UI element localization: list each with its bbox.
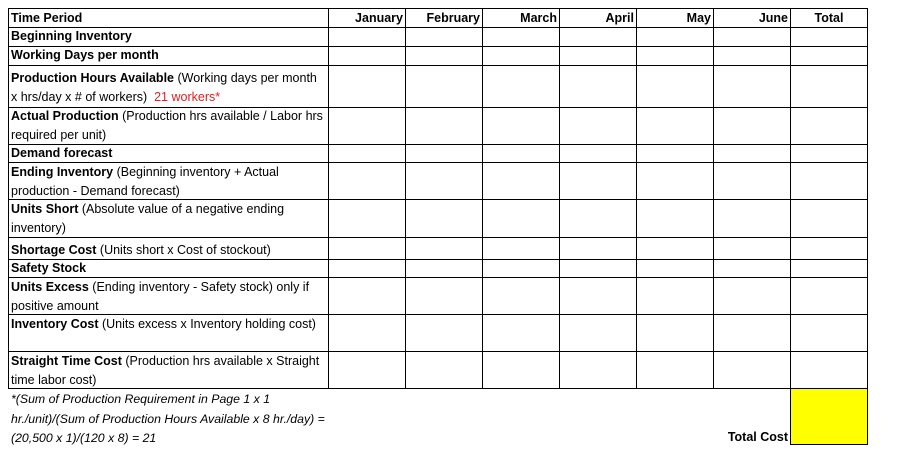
header-total: Total xyxy=(814,11,844,25)
header-march: March xyxy=(520,11,557,25)
row-label-straight-time-cost: Straight Time Cost (Production hrs available x Straight time labor cost) xyxy=(11,354,320,387)
header-april: April xyxy=(605,11,634,25)
grid-hline xyxy=(9,351,868,352)
grid-hline xyxy=(9,388,868,389)
row-label-shortage-cost: Shortage Cost (Units short x Cost of stockout) xyxy=(11,243,271,257)
grid-hline xyxy=(9,144,868,145)
grid-vline xyxy=(867,388,868,445)
row-label-beginning-inventory: Beginning Inventory xyxy=(11,29,132,43)
row-label-demand-forecast: Demand forecast xyxy=(11,146,113,160)
grid-hline xyxy=(9,259,868,260)
grid-hline xyxy=(9,65,868,66)
grid-hline xyxy=(9,162,868,163)
grid-hline xyxy=(9,199,868,200)
total-cost-label: Total Cost xyxy=(727,430,788,444)
grid-hline xyxy=(9,237,868,238)
grid-vline xyxy=(790,388,791,445)
grid-hline xyxy=(9,8,868,9)
footnote: *(Sum of Production Requirement in Page 1 x 1 hr./unit)/(Sum of Production Hours Available x 8 hr./day) = (20,500 x 1)/(120 x 8) = 21 xyxy=(11,392,325,445)
header-may: May xyxy=(686,11,711,25)
row-label-safety-stock: Safety Stock xyxy=(11,261,87,275)
grid-hline xyxy=(9,46,868,47)
row-label-ending-inventory: Ending Inventory (Beginning inventory + Actual production - Demand forecast) xyxy=(11,165,279,198)
grid-hline xyxy=(9,27,868,28)
row-label-units-short: Units Short (Absolute value of a negative ending inventory) xyxy=(11,202,285,235)
row-label-production-hours: Production Hours Available (Working days per month x hrs/day x # of workers) 21 workers* xyxy=(11,71,317,104)
row-label-working-days: Working Days per month xyxy=(11,48,159,62)
grid-hline xyxy=(9,277,868,278)
row-label-units-excess: Units Excess (Ending inventory - Safety stock) only if positive amount xyxy=(11,280,310,313)
header-february: February xyxy=(426,11,480,25)
grid-hline xyxy=(790,444,868,445)
grid-hline xyxy=(9,107,868,108)
row-label-actual-production: Actual Production (Production hrs available / Labor hrs required per unit) xyxy=(11,109,323,142)
workers-note: 21 workers* xyxy=(154,89,221,104)
row-label-inventory-cost: Inventory Cost (Units excess x Inventory holding cost) xyxy=(11,317,316,331)
header-time-period: Time Period xyxy=(11,11,83,25)
grid-hline xyxy=(9,314,868,315)
header-june: June xyxy=(758,11,788,25)
total-cost-cell[interactable] xyxy=(791,389,867,444)
header-january: January xyxy=(355,11,403,25)
